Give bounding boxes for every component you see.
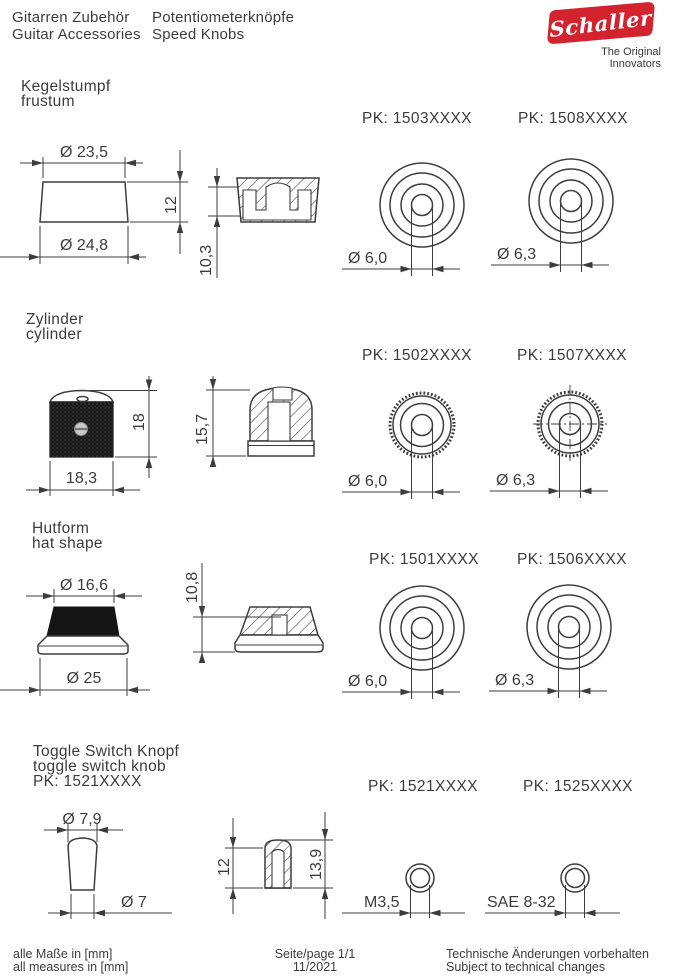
dim-label-section-height: 10,3 xyxy=(198,244,215,276)
pk-number-1503: PK: 1503XXXX xyxy=(362,110,472,127)
title-de: Hutform xyxy=(32,520,90,537)
section-title-cylinder xyxy=(26,312,84,342)
pk-number-1525: PK: 1525XXXX xyxy=(523,778,633,795)
title-de: Zylinder xyxy=(26,311,84,328)
notice-de: Technische Änderungen vorbehalten xyxy=(446,947,649,961)
footer-notice xyxy=(446,948,649,974)
dim-label-top-diameter: Ø 7,9 xyxy=(62,811,102,828)
dim-label-bore: Ø 6,3 xyxy=(495,672,535,689)
cylinder-front-view-drawing xyxy=(20,375,185,497)
title-de: Kegelstumpf xyxy=(21,78,111,95)
units-en: all measures in [mm] xyxy=(13,960,129,974)
section-title-toggle xyxy=(33,744,179,789)
dim-label-top-diameter: Ø 23,5 xyxy=(59,144,109,161)
dim-label-bore: Ø 6,3 xyxy=(497,246,537,263)
top-view-1503-drawing xyxy=(340,130,505,282)
pk-number-1508: PK: 1508XXXX xyxy=(518,110,628,127)
toggle-section-view-drawing xyxy=(210,800,345,925)
cylinder-section-view-drawing xyxy=(190,370,350,472)
frustum-front-view-drawing xyxy=(0,130,200,275)
title-en: hat shape xyxy=(32,535,103,552)
dim-label-section-height: 10,8 xyxy=(184,571,201,603)
pk-number-1501: PK: 1501XXXX xyxy=(369,551,479,568)
dim-label-bore: Ø 6,0 xyxy=(348,473,388,490)
units-de: alle Maße in [mm] xyxy=(13,947,113,961)
title-en: frustum xyxy=(21,93,75,110)
dim-label-height: 12 xyxy=(163,196,180,214)
top-view-1508-drawing xyxy=(489,126,654,278)
dim-label-section-height: 15,7 xyxy=(194,413,211,445)
top-view-1507-drawing xyxy=(488,354,653,504)
product-en: Speed Knobs xyxy=(152,25,245,43)
thread-view-1521-drawing xyxy=(340,845,505,920)
product-de: Potentiometerknöpfe xyxy=(152,9,295,26)
dim-label-bore: Ø 6,0 xyxy=(348,673,388,690)
dim-label-bore: Ø 6,3 xyxy=(496,472,536,489)
brand-tagline: The Original Innovators xyxy=(601,46,661,70)
pk-number-1507: PK: 1507XXXX xyxy=(517,347,627,364)
dim-label-width: 18,3 xyxy=(65,470,98,487)
pk-number-1502: PK: 1502XXXX xyxy=(362,347,472,364)
thread-label: SAE 8-32 xyxy=(487,894,556,911)
top-view-1502-drawing xyxy=(340,355,505,505)
dim-label-outer-height: 13,9 xyxy=(308,848,325,880)
header-category xyxy=(12,10,141,43)
top-view-1506-drawing xyxy=(487,552,652,704)
toggle-front-view-drawing xyxy=(20,800,190,925)
category-de: Gitarren Zubehör xyxy=(12,9,130,26)
dim-label-bottom-diameter: Ø 25 xyxy=(66,670,102,687)
pk-number-1506: PK: 1506XXXX xyxy=(517,551,627,568)
footer-units xyxy=(13,948,128,974)
footer-page xyxy=(230,948,400,974)
dim-label-bore: Ø 6,0 xyxy=(348,250,388,267)
revision-date: 11/2021 xyxy=(292,960,338,974)
schaller-logo xyxy=(549,6,661,70)
pk-number-1521: PK: 1521XXXX xyxy=(368,778,478,795)
title-en: cylinder xyxy=(26,326,82,343)
dim-label-bottom-diameter: Ø 7 xyxy=(121,894,147,911)
brand-name: Schaller xyxy=(549,4,653,42)
hat-section-view-drawing xyxy=(185,555,345,667)
dim-label-top-diameter: Ø 16,6 xyxy=(59,577,109,594)
header-product xyxy=(152,10,294,43)
title-pk-code: PK: 1521XXXX xyxy=(33,773,142,790)
page-number: Seite/page 1/1 xyxy=(274,947,356,961)
thread-label: M3,5 xyxy=(364,894,400,911)
title-en: toggle switch knob xyxy=(33,758,166,775)
dim-label-height: 18 xyxy=(131,413,148,431)
hat-front-view-drawing xyxy=(0,560,195,705)
category-en: Guitar Accessories xyxy=(12,25,141,43)
section-title-hat xyxy=(32,521,103,551)
section-title-frustum xyxy=(21,79,110,109)
dim-label-bottom-diameter: Ø 24,8 xyxy=(59,237,109,254)
frustum-section-view-drawing xyxy=(195,140,340,290)
thread-view-1525-drawing xyxy=(485,845,650,920)
top-view-1501-drawing xyxy=(340,553,505,705)
schaller-logo-mark xyxy=(547,2,655,45)
notice-en: Subject to technical changes xyxy=(446,960,606,974)
title-de: Toggle Switch Knopf xyxy=(33,743,180,760)
dim-label-inner-height: 12 xyxy=(216,858,233,876)
